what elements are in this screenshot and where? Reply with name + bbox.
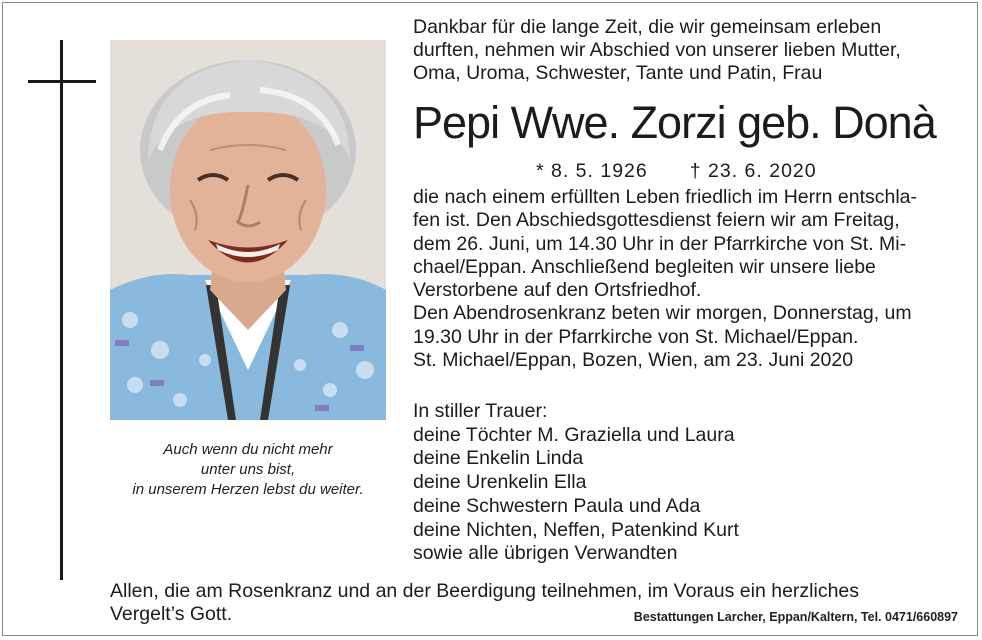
- mourners-line: sowie alle übrigen Verwandten: [413, 542, 678, 565]
- mourners-line: deine Schwestern Paula und Ada: [413, 494, 701, 517]
- deceased-name: Pepi Wwe. Zorzi geb. Donà: [413, 97, 936, 148]
- portrait-photo: [110, 40, 386, 420]
- mourners-line: deine Töchter M. Graziella und Laura: [413, 423, 735, 446]
- intro-text: [413, 16, 953, 85]
- memorial-quote: [110, 440, 386, 500]
- intro-line: Oma, Uroma, Schwester, Tante und Patin, Frau: [413, 62, 823, 84]
- birth-date: * 8. 5. 1926: [536, 160, 648, 182]
- life-dates: [536, 160, 859, 183]
- body-line: Den Abendrosenkranz beten wir morgen, Donnerstag, um: [413, 302, 912, 325]
- body-line: St. Michael/Eppan, Bozen, Wien, am 23. Juni 2020: [413, 349, 854, 372]
- death-date: † 23. 6. 2020: [689, 160, 817, 182]
- mourners-list: [413, 400, 739, 566]
- body-line: die nach einem erfüllten Leben friedlich im Herrn entschla-: [413, 186, 918, 208]
- portrait-illustration: [110, 40, 386, 420]
- mourners-line: deine Nichten, Neffen, Patenkind Kurt: [413, 518, 739, 541]
- mourners-line: deine Enkelin Linda: [413, 447, 584, 470]
- body-line: chael/Eppan. Anschließend begleiten wir unsere liebe: [413, 255, 876, 278]
- body-line: dem 26. Juni, um 14.30 Uhr in der Pfarrkirche von St. Mi-: [413, 232, 907, 255]
- closing-line: Allen, die am Rosenkranz und an der Beerdigung teilnehmen, im Voraus ein herzliches: [110, 580, 860, 602]
- cross-icon: [60, 40, 63, 580]
- closing-line: Vergelt’s Gott.: [110, 603, 233, 625]
- quote-line: in unserem Herzen lebst du weiter.: [132, 481, 364, 498]
- intro-line: durften, nehmen wir Abschied von unserer lieben Mutter,: [413, 39, 901, 61]
- service-details: [413, 186, 955, 372]
- mourners-line: deine Urenkelin Ella: [413, 471, 587, 494]
- body-line: fen ist. Den Abschiedsgottesdienst feiern wir am Freitag,: [413, 209, 900, 232]
- undertaker-credit: Bestattungen Larcher, Eppan/Kaltern, Tel. 0471/660897: [633, 610, 958, 624]
- body-line: Verstorbene auf den Ortsfriedhof.: [413, 279, 702, 302]
- cross-icon-bar: [28, 80, 96, 83]
- body-line: 19.30 Uhr in der Pfarrkirche von St. Michael/Eppan.: [413, 325, 859, 348]
- quote-line: unter uns bist,: [200, 461, 296, 478]
- intro-line: Dankbar für die lange Zeit, die wir gemeinsam erleben: [413, 16, 882, 38]
- quote-line: Auch wenn du nicht mehr: [163, 441, 333, 458]
- mourners-line: In stiller Trauer:: [413, 400, 548, 422]
